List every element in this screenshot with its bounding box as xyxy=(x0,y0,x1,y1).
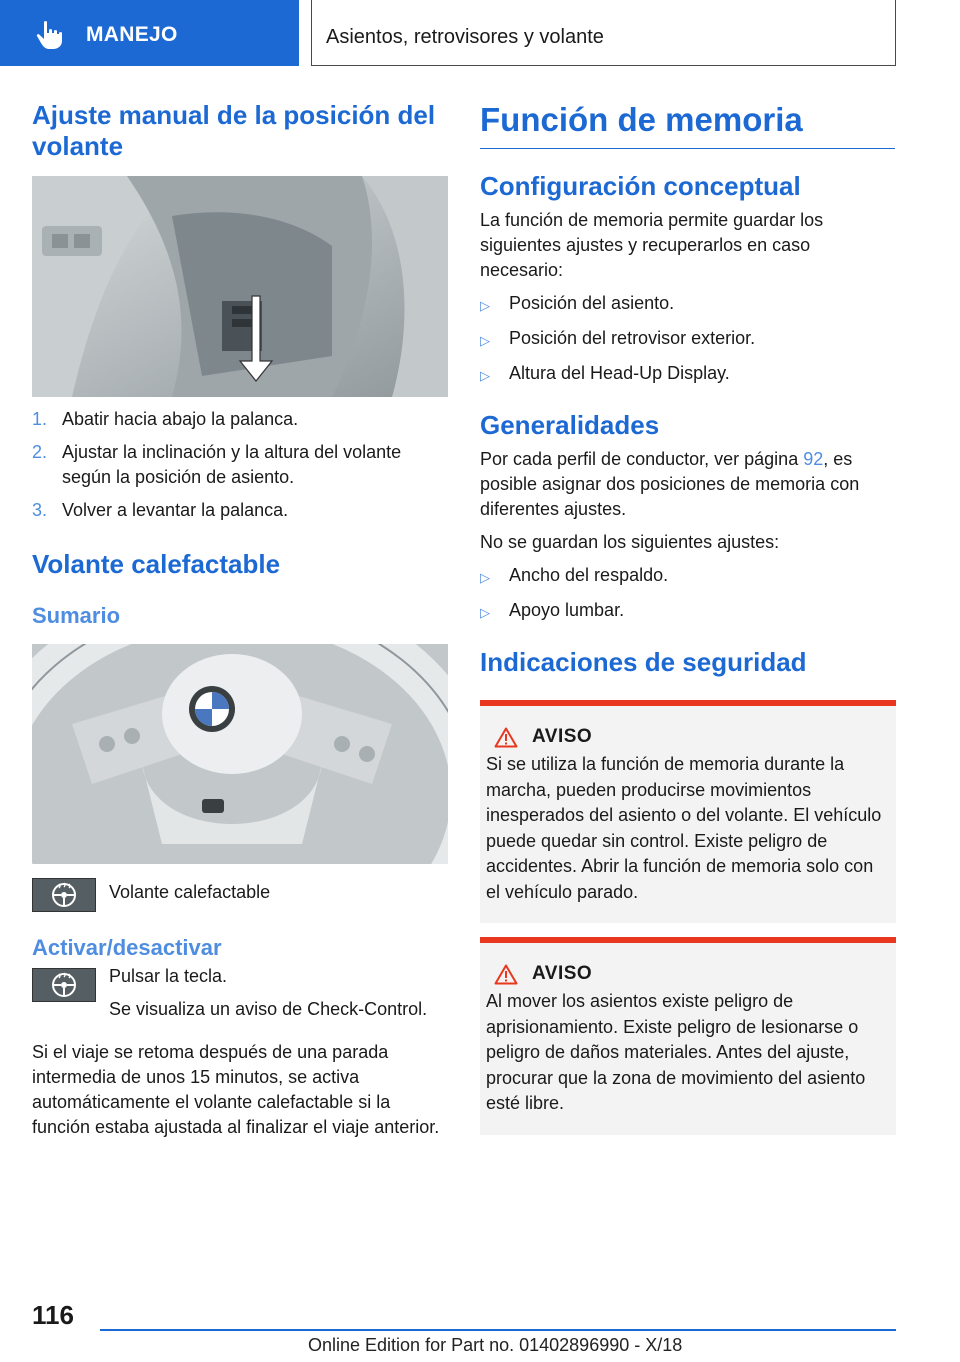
footer-divider xyxy=(100,1329,896,1331)
heated-wheel-heading: Volante calefactable xyxy=(32,549,281,579)
icon-caption: Volante calefactable xyxy=(109,882,271,902)
section-tab[interactable] xyxy=(0,0,299,66)
hand-pointer-icon xyxy=(36,20,64,50)
list-item: ▷ Ancho del respaldo. xyxy=(480,563,895,590)
list-item: 3. Volver a levantar la palanca. xyxy=(32,500,289,520)
warning-title: AVISO xyxy=(532,963,593,984)
not-saved-list xyxy=(480,563,895,625)
toggle-row xyxy=(32,968,448,1022)
resume-paragraph: Si el viaje se retoma después de una parada intermedia de unos 15 minutos, se activa automáticamente el volante calefactable si la función estaba ajustada al finalizar el viaje anterior. xyxy=(32,1042,440,1137)
concept-heading: Configuración conceptual xyxy=(480,171,801,201)
warning-text: Si se utiliza la función de memoria durante la marcha, pueden producirse movimientos inesperados del asiento o del volante. El vehículo puede quedar sin control. Existe peligro de accidentes. Abrir la función de memoria solo con el vehículo parado. xyxy=(486,754,882,902)
general-paragraph: Por cada perfil de conductor, ver página 92, es posible asignar dos posiciones de memoria con diferentes ajustes. xyxy=(480,449,860,519)
chapter-title: Asientos, retrovisores y volante xyxy=(311,0,896,66)
memory-heading: Función de memoria xyxy=(480,100,895,149)
list-item: ▷ Apoyo lumbar. xyxy=(480,598,895,625)
page-link[interactable]: 92 xyxy=(803,449,824,469)
toggle-heading: Activar/desactivar xyxy=(32,935,222,960)
list-item: 1. Abatir hacia abajo la palanca. xyxy=(32,409,299,429)
warning-triangle-icon xyxy=(494,727,518,748)
triangle-bullet-icon: ▷ xyxy=(480,605,490,620)
page-header xyxy=(0,0,960,66)
edition-footer: Online Edition for Part no. 01402896990 - X/18 xyxy=(308,1335,683,1355)
overview-heading: Sumario xyxy=(32,603,121,628)
steering-adjust-heading: Ajuste manual de la posición del volante xyxy=(32,100,436,161)
right-column xyxy=(480,100,895,1135)
heated-steering-wheel-icon xyxy=(50,972,78,998)
warning-box xyxy=(480,937,896,1135)
warning-text: Al mover los asientos existe peligro de aprisionamiento. Existe peligro de lesionarse o peligro de daños materiales. Antes del ajuste, procurar que la zona de movimiento del asiento esté libre. xyxy=(486,991,866,1113)
warning-header xyxy=(494,726,888,748)
left-column xyxy=(32,100,448,1140)
list-item: ▷ Posición del retrovisor exterior. xyxy=(480,326,895,353)
list-item: 2. Ajustar la inclinación y la altura del volante según la posición de asiento. xyxy=(32,442,402,487)
heated-steering-wheel-icon xyxy=(50,882,78,908)
adjust-steps xyxy=(32,407,448,523)
list-item: ▷ Altura del Head-Up Display. xyxy=(480,361,895,388)
warning-header xyxy=(494,963,888,985)
safety-heading: Indicaciones de seguridad xyxy=(480,647,807,677)
triangle-bullet-icon: ▷ xyxy=(480,570,490,585)
list-item: ▷ Posición del asiento. xyxy=(480,291,895,318)
warning-title: AVISO xyxy=(532,726,593,747)
triangle-bullet-icon: ▷ xyxy=(480,333,490,348)
page-number: 116 xyxy=(32,1300,74,1330)
warning-box xyxy=(480,700,896,923)
toggle-instruction: Pulsar la tecla. xyxy=(109,966,228,986)
heated-steering-button[interactable] xyxy=(32,878,96,912)
concept-list xyxy=(480,291,895,388)
warning-triangle-icon xyxy=(494,964,518,985)
triangle-bullet-icon: ▷ xyxy=(480,368,490,383)
triangle-bullet-icon: ▷ xyxy=(480,298,490,313)
general-heading: Generalidades xyxy=(480,410,660,440)
section-title: MANEJO xyxy=(86,23,178,46)
heated-steering-button[interactable] xyxy=(32,968,96,1002)
toggle-result: Se visualiza un aviso de Check-Control. xyxy=(109,999,428,1019)
steering-lever-illustration xyxy=(32,176,448,397)
not-saved-label: No se guardan los siguientes ajustes: xyxy=(480,532,780,552)
steering-wheel-illustration xyxy=(32,644,448,864)
concept-intro: La función de memoria permite guardar los siguientes ajustes y recuperarlos en caso necesario: xyxy=(480,210,824,280)
heated-wheel-icon-row xyxy=(32,878,448,912)
